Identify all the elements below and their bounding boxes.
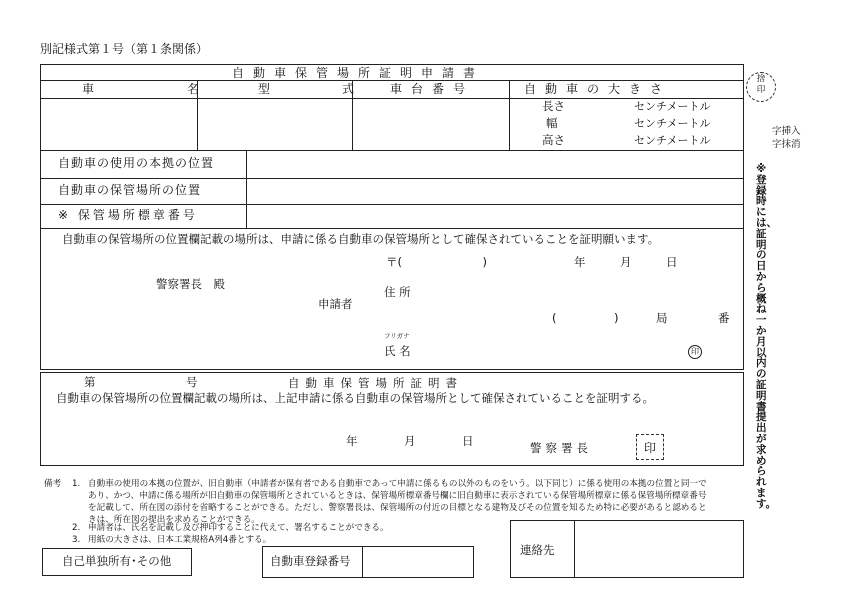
size-length-unit: センチメートル xyxy=(634,100,711,113)
date-year: 年 xyxy=(574,255,586,269)
notes-label: 備考 xyxy=(44,479,62,489)
cert-title: 自動車保管場所証明書 xyxy=(288,376,463,390)
request-sentence: 自動車の保管場所の位置欄記載の場所は、申請に係る自動車の保管場所として確保されていることを証明願います。 xyxy=(62,232,660,246)
applicant-seal: 印 xyxy=(688,345,702,359)
header-chassis-number: 車台番号 xyxy=(390,82,475,96)
cert-seal-box: 印 xyxy=(636,434,664,460)
applicant-label: 申請者 xyxy=(318,297,353,311)
size-length-label: 長さ xyxy=(542,99,565,113)
contact-label: 連絡先 xyxy=(520,543,555,557)
date-day: 日 xyxy=(666,255,678,269)
note-3: 用紙の大きさは、日本工業規格A列4番とする。 xyxy=(88,535,272,545)
note-3-number: 3. xyxy=(72,535,81,545)
discard-seal-label: 捨印 xyxy=(756,74,766,95)
size-width-label: 幅 xyxy=(546,116,558,130)
note-1-number: 1. xyxy=(72,479,81,489)
ownership-label: 自己単独所有･その他 xyxy=(62,554,172,568)
cert-chief: 警察署長 xyxy=(530,441,592,455)
phone-number: 番 xyxy=(718,311,730,325)
note-1-line-4: きは、所在図の提出を求めることができる。 xyxy=(88,515,260,525)
postal-code: 〒( ) xyxy=(386,255,487,269)
chassis-number-field[interactable] xyxy=(354,100,506,148)
form-id: 別記様式第１号（第１条関係） xyxy=(40,42,209,56)
note-1-line-1: 自動車の使用の本拠の位置が、旧自動車（申請者が保有者である自動車であって申請に係るもの以外のものをいう。以下同じ）に係る使用の本拠の位置と同一で xyxy=(88,479,707,489)
storage-location-label: 自動車の保管場所の位置 xyxy=(58,183,202,197)
sign-number-label: ※ 保管場所標章番号 xyxy=(58,208,198,222)
sign-number-field[interactable] xyxy=(248,206,742,226)
header-vehicle-name: 車 名 xyxy=(82,82,209,96)
registration-field[interactable] xyxy=(364,548,472,576)
note-1-line-3: を記載して、所在図の添付を省略することができる。ただし、警察署長は、保管場所の付近の目標となる建物及びその位置を知るため特に必要があると認めると xyxy=(88,503,707,513)
base-location-field[interactable] xyxy=(248,152,742,176)
date-month: 月 xyxy=(620,255,632,269)
size-height-label: 高さ xyxy=(542,133,565,147)
header-model: 型 式 xyxy=(258,82,364,96)
cert-sentence: 自動車の保管場所の位置欄記載の場所は、上記申請に係る自動車の保管場所として確保されていることを証明する。 xyxy=(56,391,654,405)
address-label: 住 所 xyxy=(384,285,411,299)
cert-number-prefix: 第 xyxy=(84,375,96,389)
note-2: 申請者は、氏名を記載し及び押印することに代えて、署名することができる。 xyxy=(88,523,389,533)
name-label: 氏 名 xyxy=(384,344,411,358)
phone-exchange: 局 xyxy=(656,311,668,325)
note-2-number: 2. xyxy=(72,523,81,533)
cert-year: 年 xyxy=(346,434,358,448)
cert-number-suffix: 号 xyxy=(186,375,198,389)
insert-chars-label: 字挿入 xyxy=(772,126,801,137)
note-1-line-2: あり、かつ、申請に係る場所が旧自動車の保管場所とされているときは、保管場所標章番号欄に旧自動車に表示されている保管場所標章に係る保管場所標章番号 xyxy=(88,491,707,501)
form-title: 自動車保管場所証明申請書 xyxy=(232,66,485,80)
model-field[interactable] xyxy=(199,100,349,148)
cert-day: 日 xyxy=(462,434,474,448)
size-height-unit: センチメートル xyxy=(634,134,711,147)
delete-chars-label: 字抹消 xyxy=(772,139,801,150)
addressee: 警察署長 殿 xyxy=(156,277,225,291)
registration-label: 自動車登録番号 xyxy=(270,554,351,568)
size-width-unit: センチメートル xyxy=(634,117,711,130)
phone-open: ( xyxy=(552,311,557,325)
vertical-note: ※ 登録時には、証明の日から概ね一か月以内の証明書提出が求められます。 xyxy=(756,163,777,510)
base-location-label: 自動車の使用の本拠の位置 xyxy=(58,156,215,170)
furigana-label: フリガナ xyxy=(384,332,410,340)
contact-field[interactable] xyxy=(576,522,742,576)
storage-location-field[interactable] xyxy=(248,180,742,202)
vehicle-name-field[interactable] xyxy=(42,100,194,148)
header-vehicle-size: 自動車の大きさ xyxy=(524,82,672,96)
cert-month: 月 xyxy=(404,434,416,448)
phone-close: ) xyxy=(614,311,619,325)
